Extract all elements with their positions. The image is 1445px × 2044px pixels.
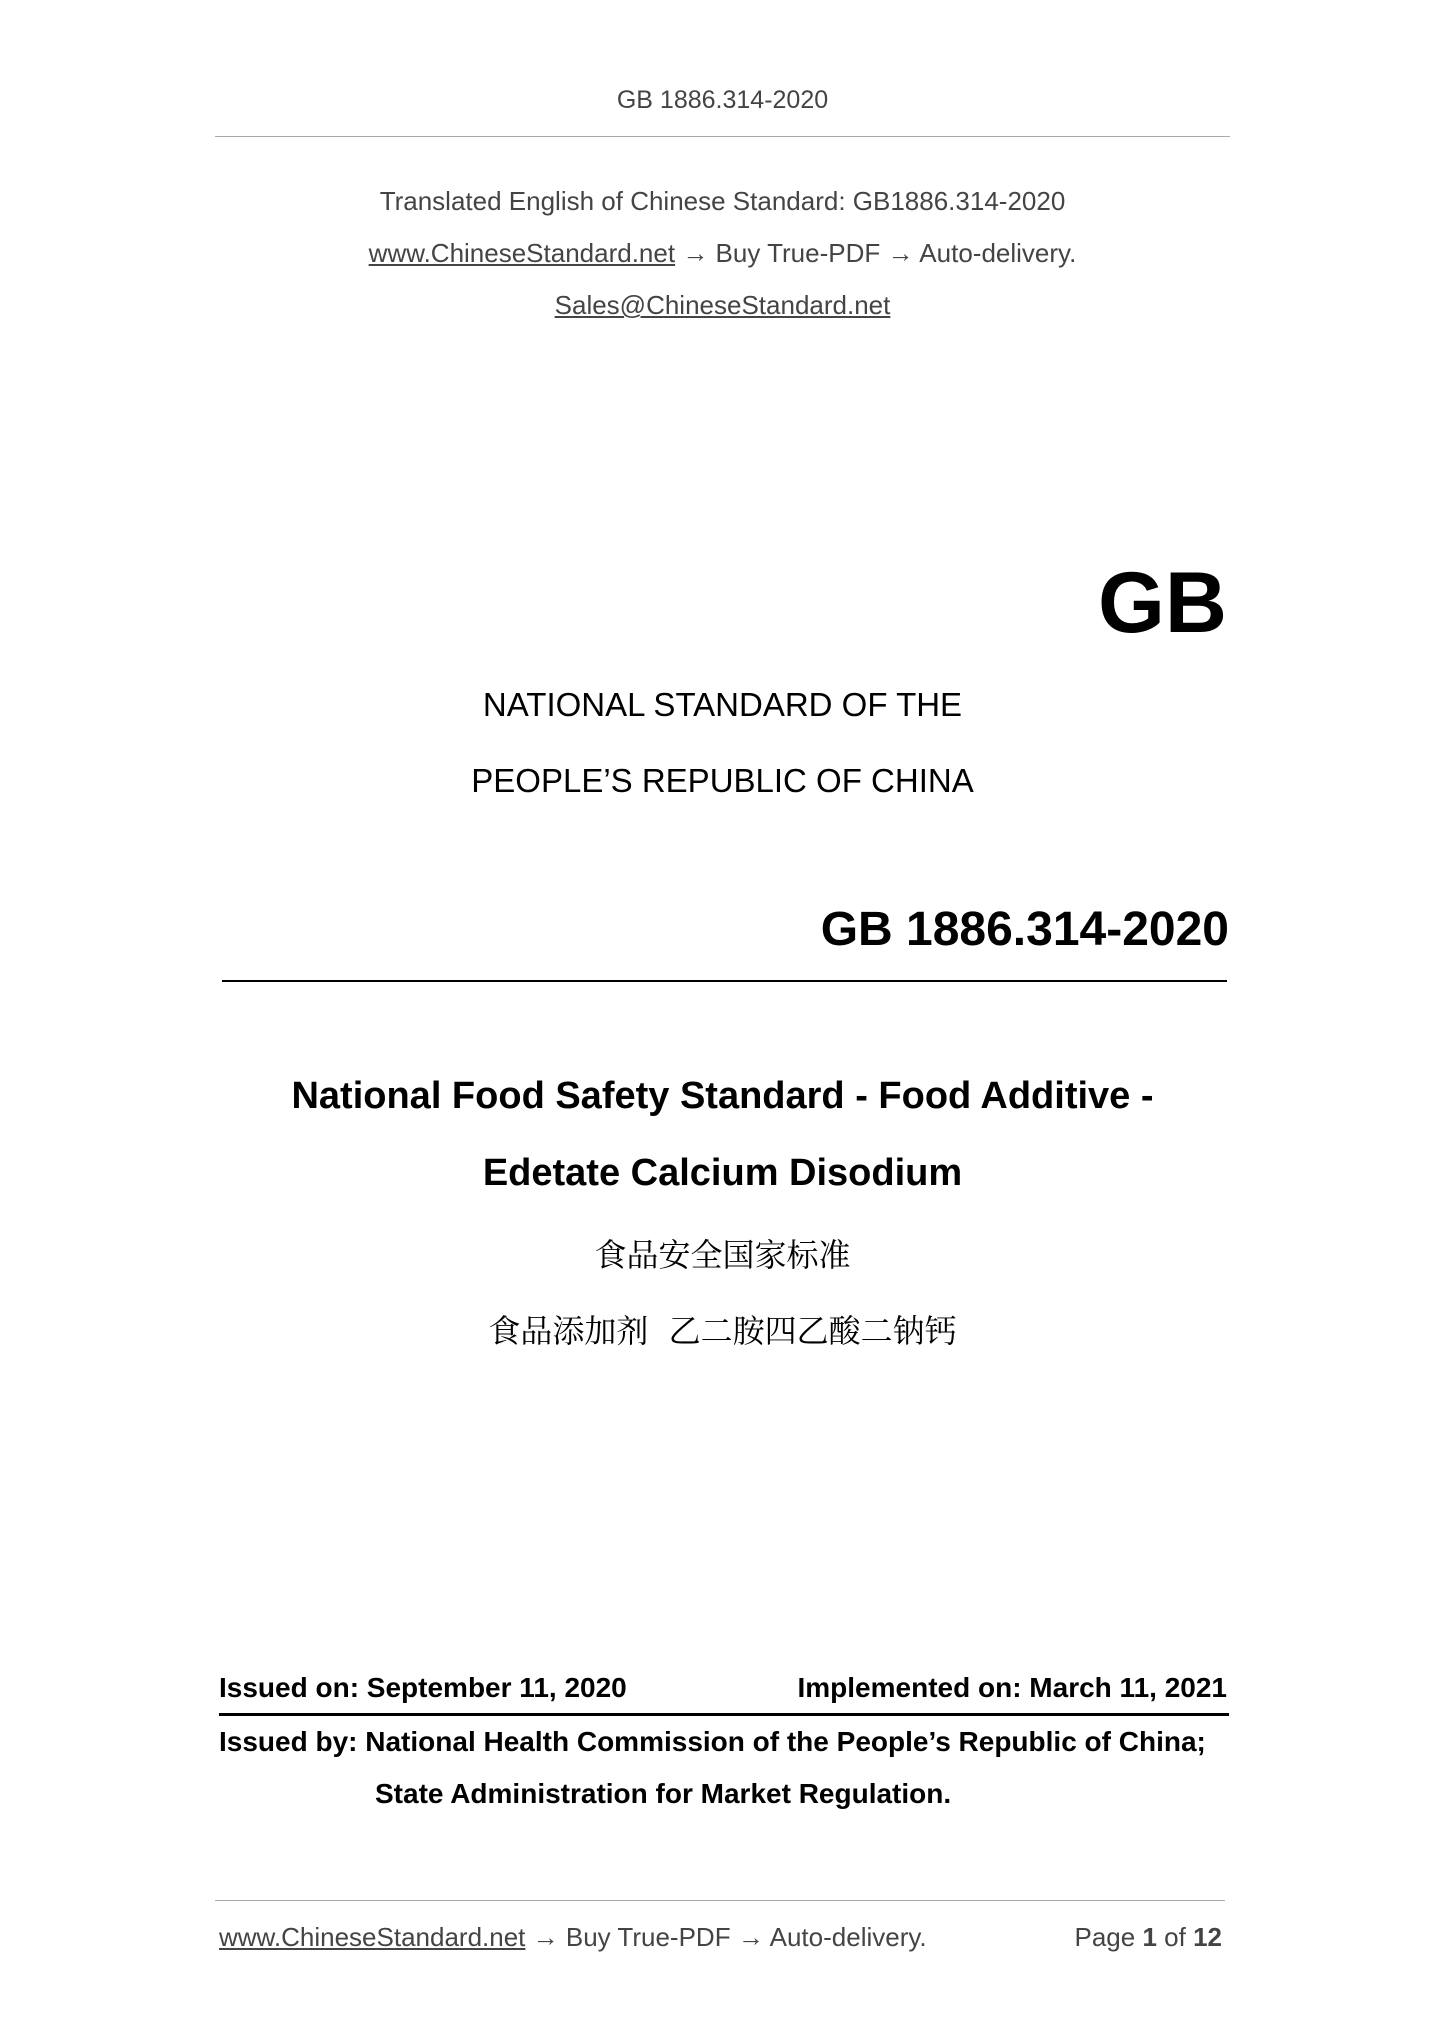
footer-buy-true-pdf-text: Buy True-PDF <box>565 1922 731 1952</box>
gb-mark: GB <box>1098 555 1227 651</box>
footer-divider <box>215 1900 1225 1901</box>
page-of-label: of <box>1164 1922 1186 1952</box>
page-total: 12 <box>1193 1922 1222 1952</box>
page-indicator <box>1074 1922 1222 1953</box>
issued-by-line-2: State Administration for Market Regulation. <box>375 1778 952 1809</box>
national-standard-line-1: NATIONAL STANDARD OF THE <box>482 686 963 723</box>
issue-divider <box>219 1713 1229 1716</box>
implemented-on: Implemented on: March 11, 2021 <box>797 1672 1227 1703</box>
standard-number: GB 1886.314-2020 <box>820 903 1229 956</box>
standard-number-divider <box>222 980 1227 982</box>
auto-delivery-text: Auto-delivery. <box>919 238 1077 268</box>
chinese-title-line-1: 食品安全国家标准 <box>594 1236 851 1274</box>
title-line-1: National Food Safety Standard - Food Additive - <box>291 1075 1154 1117</box>
arrow-icon: → <box>532 1922 559 1952</box>
footer-site-link[interactable]: www.ChineseStandard.net <box>219 1922 526 1952</box>
page-current: 1 <box>1142 1922 1157 1952</box>
arrow-icon: → <box>887 238 914 268</box>
arrow-icon: → <box>682 238 709 268</box>
buy-true-pdf-text: Buy True-PDF <box>715 238 881 268</box>
running-header: GB 1886.314-2020 <box>616 86 829 114</box>
title-line-2: Edetate Calcium Disodium <box>482 1152 963 1194</box>
purchase-line <box>0 238 1445 269</box>
chinese-title-line-2: 食品添加剂 乙二胺四乙酸二钠钙 <box>488 1312 957 1350</box>
footer-purchase-line <box>219 1922 927 1953</box>
translated-notice: Translated English of Chinese Standard: GB1886.314-2020 <box>379 186 1066 216</box>
email-line <box>0 290 1445 321</box>
page-label: Page <box>1074 1922 1136 1952</box>
sales-email-link[interactable]: Sales@ChineseStandard.net <box>554 290 891 320</box>
header-divider <box>215 136 1230 137</box>
issued-on: Issued on: September 11, 2020 <box>219 1672 627 1703</box>
issued-by-line-1: Issued by: National Health Commission of the People’s Republic of China; <box>219 1726 1206 1757</box>
footer-auto-delivery-text: Auto-delivery. <box>769 1922 927 1952</box>
national-standard-line-2: PEOPLE’S REPUBLIC OF CHINA <box>471 762 974 799</box>
site-link[interactable]: www.ChineseStandard.net <box>368 238 676 268</box>
arrow-icon: → <box>737 1922 764 1952</box>
